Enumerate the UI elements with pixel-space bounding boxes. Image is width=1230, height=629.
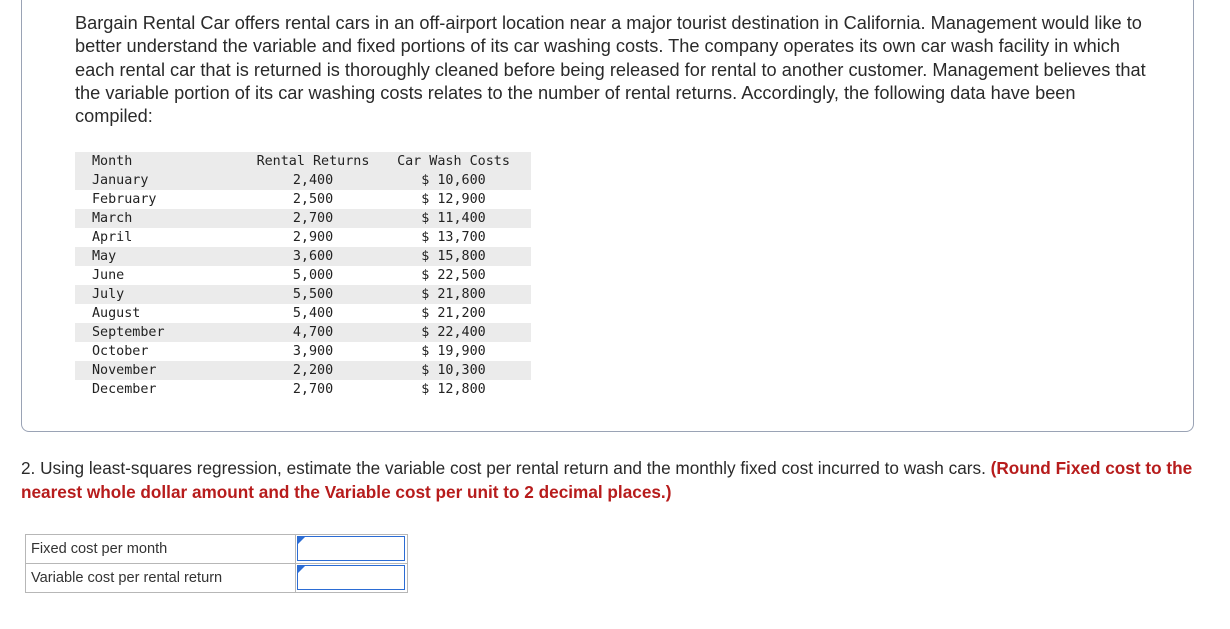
month-cell: November bbox=[92, 363, 157, 378]
table-row bbox=[75, 285, 531, 304]
car-wash-costs-cell: $ 22,400 bbox=[421, 325, 486, 340]
rental-returns-cell: 3,900 bbox=[292, 344, 334, 359]
car-wash-costs-cell: $ 19,900 bbox=[421, 344, 486, 359]
table-header-row bbox=[75, 152, 531, 171]
rental-returns-cell: 2,500 bbox=[292, 192, 334, 207]
rental-returns-cell: 5,000 bbox=[292, 268, 334, 283]
month-cell: October bbox=[92, 344, 149, 359]
car-wash-costs-cell: $ 21,800 bbox=[421, 287, 486, 302]
car-wash-costs-cell: $ 13,700 bbox=[421, 230, 486, 245]
month-cell: March bbox=[92, 211, 133, 226]
month-cell: January bbox=[92, 173, 149, 188]
table-row bbox=[75, 342, 531, 361]
header-rental-returns: Rental Returns bbox=[256, 154, 370, 169]
table-row bbox=[75, 266, 531, 285]
month-cell: June bbox=[92, 268, 125, 283]
header-month: Month bbox=[92, 154, 133, 169]
table-row bbox=[75, 228, 531, 247]
table-row bbox=[75, 323, 531, 342]
answer-row-variable bbox=[26, 564, 408, 593]
input-marker-icon bbox=[298, 537, 305, 544]
car-wash-costs-cell: $ 12,900 bbox=[421, 192, 486, 207]
variable-cost-cell bbox=[296, 564, 408, 593]
header-car-wash-costs: Car Wash Costs bbox=[397, 154, 510, 169]
car-wash-costs-cell: $ 10,300 bbox=[421, 363, 486, 378]
rental-returns-cell: 4,700 bbox=[292, 325, 334, 340]
rental-returns-cell: 2,200 bbox=[292, 363, 334, 378]
month-cell: February bbox=[92, 192, 157, 207]
problem-intro: Bargain Rental Car offers rental cars in an off-airport location near a major tourist destination in California. Management would like to better understand the variable and fixed portions of its car washing costs. The company operates its own car wash facility in which each rental car that is returned is thoroughly cleaned before being released for rental to another customer. Management believes that the variable portion of its car washing costs relates to the number of rental returns. Accordingly, the following data have been compiled: bbox=[75, 13, 1146, 127]
variable-cost-input[interactable] bbox=[297, 565, 405, 590]
month-cell: May bbox=[92, 249, 117, 264]
month-cell: December bbox=[92, 382, 157, 397]
car-wash-costs-cell: $ 12,800 bbox=[421, 382, 486, 397]
rounding-instructions: (Round Fixed cost to the nearest whole dollar amount and the Variable cost per unit to 2 decimal places.) bbox=[21, 458, 1193, 502]
table-row bbox=[75, 304, 531, 323]
fixed-cost-input[interactable] bbox=[297, 536, 405, 561]
input-marker-icon bbox=[298, 566, 305, 573]
table-row bbox=[75, 190, 531, 209]
rental-returns-cell: 2,400 bbox=[292, 173, 334, 188]
answer-table bbox=[25, 534, 408, 593]
table-row bbox=[75, 247, 531, 266]
month-cell: July bbox=[92, 287, 125, 302]
question-body: 2. Using least-squares regression, estimate the variable cost per rental return and the monthly fixed cost incurred to wash cars. bbox=[21, 458, 991, 478]
rental-returns-cell: 2,900 bbox=[292, 230, 334, 245]
rental-returns-cell: 5,400 bbox=[292, 306, 334, 321]
car-wash-costs-cell: $ 15,800 bbox=[421, 249, 486, 264]
variable-cost-label: Variable cost per rental return bbox=[26, 564, 296, 593]
rental-returns-cell: 3,600 bbox=[292, 249, 334, 264]
table-row bbox=[75, 380, 531, 399]
fixed-cost-label: Fixed cost per month bbox=[26, 535, 296, 564]
table-row bbox=[75, 171, 531, 190]
fixed-cost-cell bbox=[296, 535, 408, 564]
car-wash-costs-cell: $ 22,500 bbox=[421, 268, 486, 283]
month-cell: September bbox=[92, 325, 165, 340]
rental-returns-cell: 2,700 bbox=[292, 211, 334, 226]
table-row bbox=[75, 209, 531, 228]
car-wash-costs-cell: $ 21,200 bbox=[421, 306, 486, 321]
month-cell: April bbox=[92, 230, 133, 245]
answer-row-fixed bbox=[26, 535, 408, 564]
car-wash-costs-cell: $ 10,600 bbox=[421, 173, 486, 188]
table-body bbox=[75, 171, 531, 399]
month-cell: August bbox=[92, 306, 141, 321]
car-wash-costs-cell: $ 11,400 bbox=[421, 211, 486, 226]
rental-returns-cell: 5,500 bbox=[292, 287, 334, 302]
rental-returns-cell: 2,700 bbox=[292, 382, 334, 397]
data-table bbox=[75, 152, 531, 399]
question-text bbox=[21, 457, 1211, 504]
table-row bbox=[75, 361, 531, 380]
